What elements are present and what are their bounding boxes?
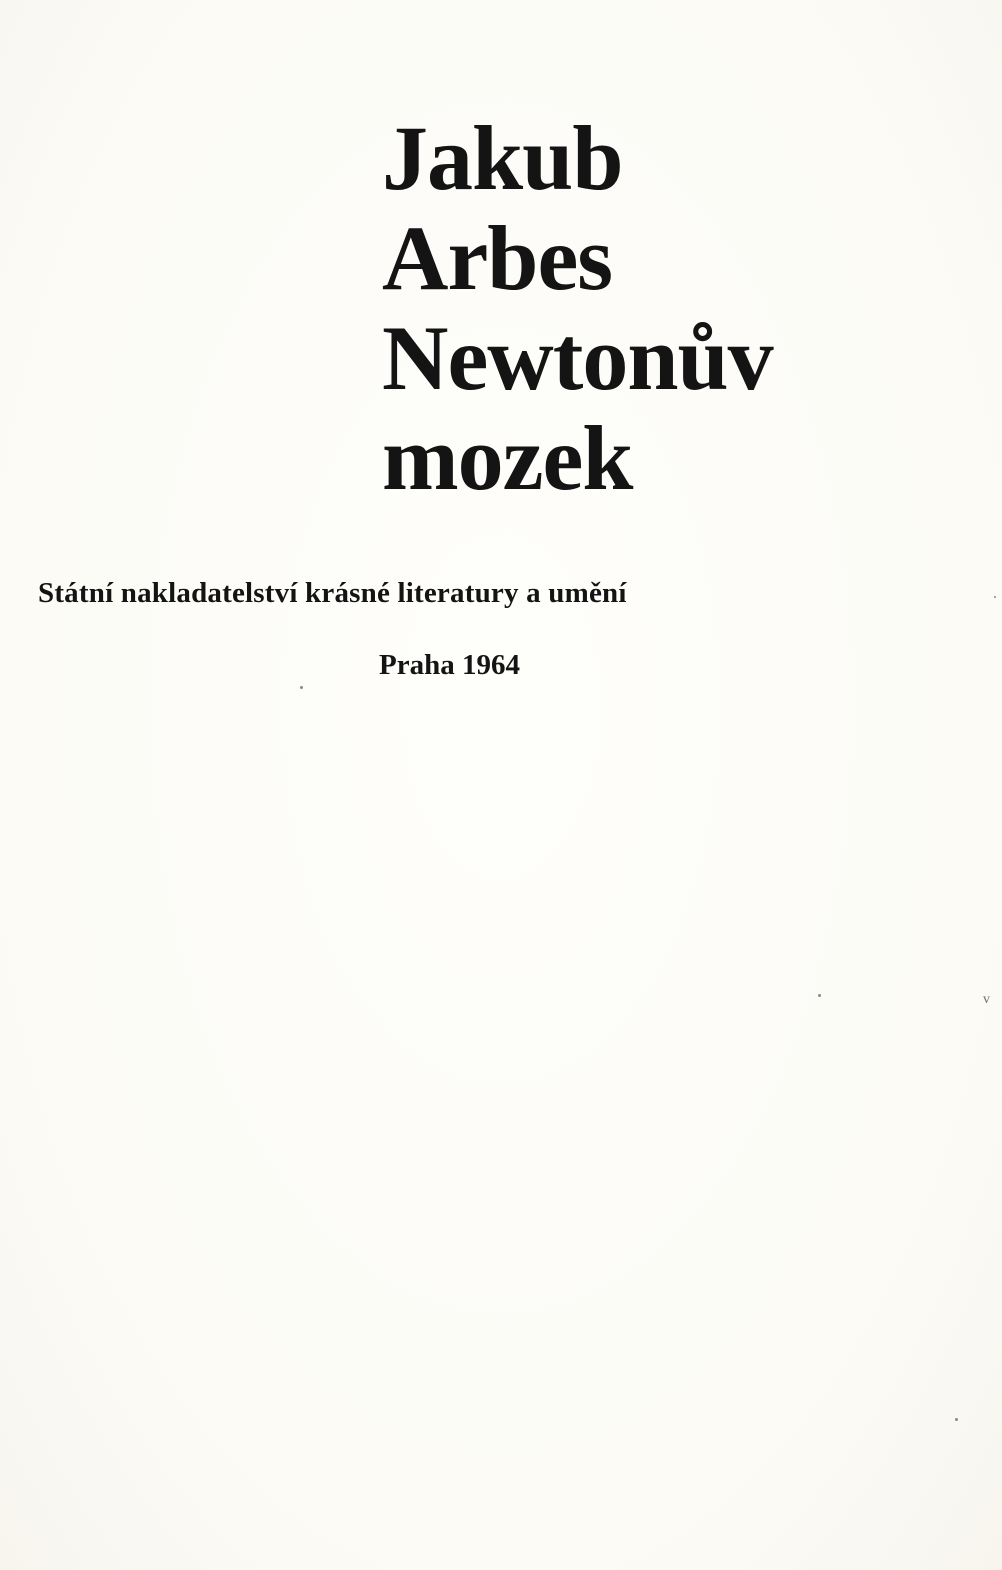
paper-speck [955,1418,958,1421]
place-and-year: Praha 1964 [379,649,520,681]
paper-speck [818,994,821,997]
paper-speck [994,596,996,598]
margin-mark: v [983,992,990,1007]
book-title-line-2: mozek [382,407,633,509]
paper-speck [300,686,303,689]
author-first-name: Jakub [382,107,623,209]
publisher-name: Státní nakladatelství krásné literatury a umění [38,577,627,609]
author-last-name: Arbes [382,207,613,309]
title-block [382,108,842,508]
book-title-line-1: Newtonův [382,307,773,409]
